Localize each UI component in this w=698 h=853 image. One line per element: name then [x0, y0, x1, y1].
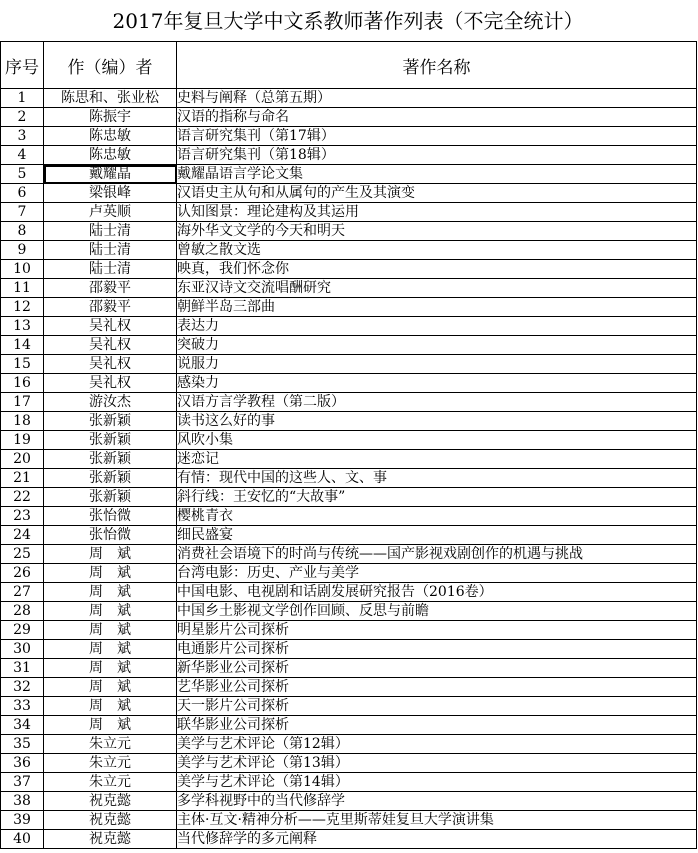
cell-number[interactable]: 13 [1, 317, 44, 336]
cell-number[interactable]: 11 [1, 279, 44, 298]
table-row [1, 89, 697, 108]
cell-author[interactable]: 陈忠敏 [44, 146, 177, 165]
cell-work-title[interactable]: 主体·互文·精神分析——克里斯蒂娃复旦大学演讲集 [177, 811, 697, 830]
cell-author[interactable]: 陆士清 [44, 260, 177, 279]
cell-work-title[interactable]: 汉语方言学教程（第二版） [177, 393, 697, 412]
cell-work-title[interactable]: 风吹小集 [177, 431, 697, 450]
cell-number[interactable]: 35 [1, 735, 44, 754]
cell-author[interactable]: 祝克懿 [44, 792, 177, 811]
table-row [1, 830, 697, 849]
cell-work-title[interactable]: 消费社会语境下的时尚与传统——国产影视戏剧创作的机遇与挑战 [177, 545, 697, 564]
cell-work-title[interactable]: 有情：现代中国的这些人、文、事 [177, 469, 697, 488]
cell-work-title[interactable]: 美学与艺术评论（第12辑） [177, 735, 697, 754]
table-row [1, 127, 697, 146]
table-row [1, 735, 697, 754]
cell-work-title[interactable]: 电通影片公司探析 [177, 640, 697, 659]
table-row [1, 488, 697, 507]
table-row [1, 640, 697, 659]
cell-author[interactable]: 祝克懿 [44, 811, 177, 830]
table-row [1, 602, 697, 621]
cell-author[interactable]: 朱立元 [44, 735, 177, 754]
cell-author[interactable]: 周 斌 [44, 545, 177, 564]
cell-work-title[interactable]: 艺华影业公司探析 [177, 678, 697, 697]
table-row [1, 412, 697, 431]
cell-author[interactable]: 周 斌 [44, 659, 177, 678]
cell-work-title[interactable]: 东亚汉诗文交流唱酬研究 [177, 279, 697, 298]
cell-number[interactable]: 2 [1, 108, 44, 127]
cell-number[interactable]: 19 [1, 431, 44, 450]
table-row [1, 583, 697, 602]
cell-work-title[interactable]: 美学与艺术评论（第14辑） [177, 773, 697, 792]
table-row [1, 678, 697, 697]
cell-author[interactable]: 邵毅平 [44, 279, 177, 298]
cell-work-title[interactable]: 中国电影、电视剧和话剧发展研究报告（2016卷） [177, 583, 697, 602]
cell-number[interactable]: 3 [1, 127, 44, 146]
cell-number[interactable]: 20 [1, 450, 44, 469]
cell-number[interactable]: 8 [1, 222, 44, 241]
cell-author[interactable]: 陈忠敏 [44, 127, 177, 146]
cell-work-title[interactable]: 表达力 [177, 317, 697, 336]
table-row [1, 241, 697, 260]
cell-number[interactable]: 15 [1, 355, 44, 374]
cell-work-title[interactable]: 朝鲜半岛三部曲 [177, 298, 697, 317]
cell-number[interactable]: 26 [1, 564, 44, 583]
cell-work-title[interactable]: 说服力 [177, 355, 697, 374]
page-title: 2017年复旦大学中文系教师著作列表（不完全统计） [0, 0, 696, 42]
cell-number[interactable]: 40 [1, 830, 44, 849]
table-row [1, 374, 697, 393]
cell-author[interactable]: 吴礼权 [44, 317, 177, 336]
cell-author[interactable]: 张怡微 [44, 526, 177, 545]
cell-number[interactable]: 31 [1, 659, 44, 678]
cell-author[interactable]: 游汝杰 [44, 393, 177, 412]
table-row [1, 317, 697, 336]
table-row [1, 298, 697, 317]
cell-work-title[interactable]: 汉语史主从句和从属句的产生及其演变 [177, 184, 697, 203]
cell-number[interactable]: 36 [1, 754, 44, 773]
cell-number[interactable]: 38 [1, 792, 44, 811]
cell-work-title[interactable]: 映真，我们怀念你 [177, 260, 697, 279]
cell-number[interactable]: 5 [1, 165, 44, 184]
table-row [1, 621, 697, 640]
cell-author[interactable]: 周 斌 [44, 602, 177, 621]
cell-number[interactable]: 21 [1, 469, 44, 488]
cell-work-title[interactable]: 戴耀晶语言学论文集 [177, 165, 697, 184]
cell-number[interactable]: 7 [1, 203, 44, 222]
cell-work-title[interactable]: 樱桃青衣 [177, 507, 697, 526]
table-row [1, 754, 697, 773]
cell-author[interactable]: 陆士清 [44, 222, 177, 241]
cell-work-title[interactable]: 认知图景：理论建构及其运用 [177, 203, 697, 222]
cell-number[interactable]: 37 [1, 773, 44, 792]
cell-number[interactable]: 14 [1, 336, 44, 355]
table-row [1, 431, 697, 450]
cell-author[interactable]: 周 斌 [44, 564, 177, 583]
cell-work-title[interactable]: 美学与艺术评论（第13辑） [177, 754, 697, 773]
table-row [1, 811, 697, 830]
table-row [1, 184, 697, 203]
cell-author[interactable]: 周 斌 [44, 678, 177, 697]
cell-number[interactable]: 12 [1, 298, 44, 317]
table-row [1, 659, 697, 678]
cell-number[interactable]: 25 [1, 545, 44, 564]
table-row [1, 773, 697, 792]
cell-number[interactable]: 10 [1, 260, 44, 279]
cell-author[interactable]: 卢英顺 [44, 203, 177, 222]
cell-author[interactable]: 陆士清 [44, 241, 177, 260]
cell-author[interactable]: 周 斌 [44, 697, 177, 716]
cell-author[interactable]: 张新颖 [44, 412, 177, 431]
header-num[interactable]: 序号 [1, 42, 44, 89]
cell-work-title[interactable]: 海外华文文学的今天和明天 [177, 222, 697, 241]
table-row [1, 203, 697, 222]
cell-number[interactable]: 28 [1, 602, 44, 621]
works-table [0, 41, 697, 849]
cell-author[interactable]: 吴礼权 [44, 336, 177, 355]
cell-author[interactable]: 张怡微 [44, 507, 177, 526]
cell-work-title[interactable]: 联华影业公司探析 [177, 716, 697, 735]
cell-work-title[interactable]: 斜行线：王安忆的“大故事” [177, 488, 697, 507]
cell-work-title[interactable]: 读书这么好的事 [177, 412, 697, 431]
cell-author[interactable]: 周 斌 [44, 716, 177, 735]
cell-author[interactable]: 周 斌 [44, 640, 177, 659]
cell-work-title[interactable]: 汉语的指称与命名 [177, 108, 697, 127]
cell-number[interactable]: 24 [1, 526, 44, 545]
cell-author[interactable]: 周 斌 [44, 583, 177, 602]
cell-work-title[interactable]: 曾敏之散文选 [177, 241, 697, 260]
table-row [1, 393, 697, 412]
table-row [1, 336, 697, 355]
cell-number[interactable]: 27 [1, 583, 44, 602]
cell-work-title[interactable]: 史料与阐释（总第五期） [177, 89, 697, 108]
cell-author[interactable]: 吴礼权 [44, 374, 177, 393]
cell-author[interactable]: 陈振宇 [44, 108, 177, 127]
table-row [1, 108, 697, 127]
cell-author[interactable]: 陈思和、张业松 [44, 89, 177, 108]
cell-author-selected[interactable]: 戴耀晶 [44, 165, 177, 184]
cell-number[interactable]: 32 [1, 678, 44, 697]
cell-number[interactable]: 1 [1, 89, 44, 108]
cell-work-title[interactable]: 天一影片公司探析 [177, 697, 697, 716]
header-author[interactable]: 作（编）者 [44, 42, 177, 89]
table-row [1, 526, 697, 545]
cell-work-title[interactable]: 感染力 [177, 374, 697, 393]
cell-work-title[interactable]: 语言研究集刊（第17辑） [177, 127, 697, 146]
cell-number[interactable]: 34 [1, 716, 44, 735]
table-row [1, 697, 697, 716]
cell-work-title[interactable]: 突破力 [177, 336, 697, 355]
cell-number[interactable]: 16 [1, 374, 44, 393]
cell-number[interactable]: 29 [1, 621, 44, 640]
table-row [1, 469, 697, 488]
cell-number[interactable]: 9 [1, 241, 44, 260]
table-row [1, 146, 697, 165]
cell-author[interactable]: 周 斌 [44, 621, 177, 640]
cell-author[interactable]: 朱立元 [44, 754, 177, 773]
cell-work-title[interactable]: 台湾电影：历史、产业与美学 [177, 564, 697, 583]
cell-author[interactable]: 张新颖 [44, 488, 177, 507]
cell-number[interactable]: 39 [1, 811, 44, 830]
cell-number[interactable]: 23 [1, 507, 44, 526]
cell-author[interactable]: 朱立元 [44, 773, 177, 792]
table-row [1, 355, 697, 374]
table-body [1, 89, 697, 849]
cell-author[interactable]: 邵毅平 [44, 298, 177, 317]
cell-author[interactable]: 张新颖 [44, 431, 177, 450]
cell-number[interactable]: 33 [1, 697, 44, 716]
table-row [1, 792, 697, 811]
cell-author[interactable]: 梁银峰 [44, 184, 177, 203]
cell-number[interactable]: 17 [1, 393, 44, 412]
table-row [1, 507, 697, 526]
cell-number[interactable]: 30 [1, 640, 44, 659]
cell-work-title[interactable]: 细民盛宴 [177, 526, 697, 545]
cell-author[interactable]: 张新颖 [44, 450, 177, 469]
table-row [1, 165, 697, 184]
cell-number[interactable]: 22 [1, 488, 44, 507]
table-row [1, 564, 697, 583]
cell-work-title[interactable]: 中国乡土影视文学创作回顾、反思与前瞻 [177, 602, 697, 621]
cell-work-title[interactable]: 迷恋记 [177, 450, 697, 469]
table-row [1, 222, 697, 241]
header-work[interactable]: 著作名称 [177, 42, 697, 89]
cell-number[interactable]: 18 [1, 412, 44, 431]
table-row [1, 716, 697, 735]
cell-number[interactable]: 4 [1, 146, 44, 165]
cell-number[interactable]: 6 [1, 184, 44, 203]
cell-work-title[interactable]: 当代修辞学的多元阐释 [177, 830, 697, 849]
header-row [1, 42, 697, 89]
cell-author[interactable]: 张新颖 [44, 469, 177, 488]
cell-work-title[interactable]: 多学科视野中的当代修辞学 [177, 792, 697, 811]
table-row [1, 260, 697, 279]
cell-work-title[interactable]: 语言研究集刊（第18辑） [177, 146, 697, 165]
cell-author[interactable]: 祝克懿 [44, 830, 177, 849]
table-row [1, 450, 697, 469]
cell-work-title[interactable]: 明星影片公司探析 [177, 621, 697, 640]
cell-work-title[interactable]: 新华影业公司探析 [177, 659, 697, 678]
table-row [1, 279, 697, 298]
table-row [1, 545, 697, 564]
cell-author[interactable]: 吴礼权 [44, 355, 177, 374]
